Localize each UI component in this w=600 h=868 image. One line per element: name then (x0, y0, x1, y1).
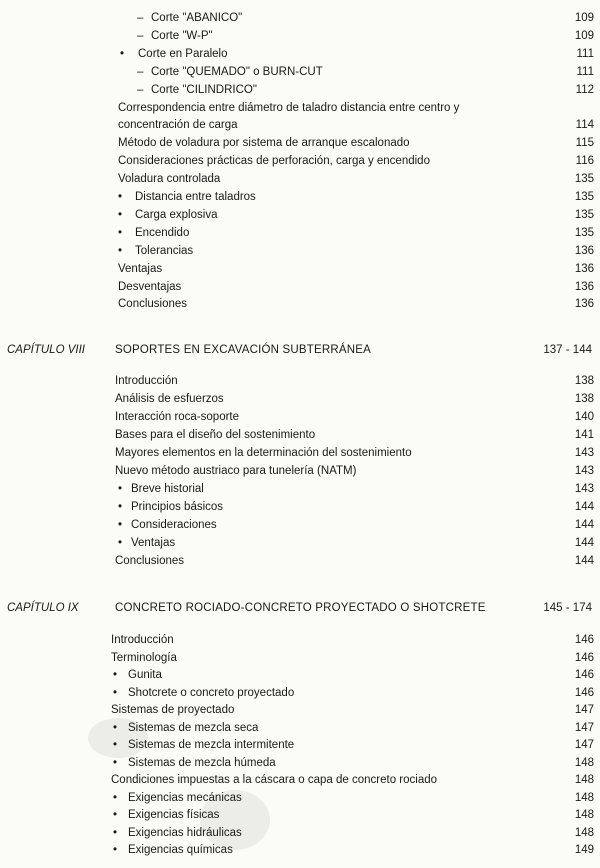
toc-entry-page: 111 (576, 65, 594, 78)
toc-entry-page: 146 (574, 651, 594, 664)
toc-entry-page: 109 (574, 29, 594, 42)
toc-entry-title: Nuevo método austriaco para tunelería (NATM) (115, 465, 357, 477)
toc-entry-title: Bases para el diseño del sostenimiento (115, 429, 316, 441)
toc-entry-title: Tolerancias (135, 244, 194, 257)
toc-entry-page: 136 (574, 280, 594, 293)
bullet-icon: • (118, 483, 123, 495)
toc-entry-page: 136 (574, 262, 594, 275)
toc-entry (0, 684, 600, 702)
toc-entry (0, 824, 600, 842)
toc-entry-page: 141 (574, 429, 594, 441)
toc-entry-title: Sistemas de proyectado (111, 704, 235, 716)
toc-entry (0, 278, 600, 296)
toc-entry-title: Corte "CILINDRICO" (151, 83, 257, 96)
toc-entry-page: 114 (575, 119, 594, 132)
toc-entry (0, 81, 600, 99)
toc-entry (0, 134, 600, 152)
toc-entry-title: Sistemas de mezcla intermitente (128, 739, 295, 751)
toc-entry (0, 63, 600, 81)
dash-icon: – (137, 83, 144, 96)
chapter-title: CONCRETO ROCIADO-CONCRETO PROYECTADO O SHOTCRETE (115, 602, 486, 614)
toc-entry-title: concentración de carga (118, 119, 238, 132)
toc-entry (0, 116, 600, 134)
toc-entry (0, 224, 600, 242)
toc-entry (0, 736, 600, 754)
toc-entry-title: Mayores elementos en la determinación del sostenimiento (115, 447, 412, 459)
toc-entry (0, 534, 600, 552)
toc-entry (0, 45, 600, 63)
toc-entry-page: 135 (574, 226, 594, 239)
chapter-label: CAPÍTULO IX (7, 602, 79, 614)
toc-entry-page: 144 (574, 537, 594, 549)
toc-entry-page: 143 (574, 447, 594, 459)
toc-entry-page: 146 (574, 686, 594, 699)
bullet-icon: • (118, 501, 123, 513)
toc-entry (0, 771, 600, 789)
toc-entry-title: Desventajas (118, 280, 182, 293)
toc-entry (0, 841, 600, 859)
toc-entry (0, 295, 600, 313)
toc-entry (0, 27, 600, 45)
toc-entry (0, 701, 600, 719)
toc-entry-title: Corte en Paralelo (138, 47, 228, 60)
toc-entry-page: 116 (575, 155, 594, 168)
chapter-viii-heading (0, 340, 600, 360)
toc-entry-page: 135 (574, 208, 594, 221)
toc-entry (0, 480, 600, 498)
toc-entry (0, 498, 600, 516)
toc-entry-page: 136 (574, 298, 594, 311)
toc-entry-title: Gunita (128, 669, 162, 681)
toc-entry (0, 408, 600, 426)
toc-entry-page: 136 (574, 244, 594, 257)
toc-entry-title: Introducción (111, 634, 174, 646)
toc-entry (0, 99, 600, 117)
toc-entry-title: Principios básicos (131, 501, 224, 513)
toc-entry-page: 146 (574, 634, 594, 646)
toc-entry-page: 146 (574, 669, 594, 681)
toc-entry-title: Sistemas de mezcla húmeda (128, 756, 276, 769)
bullet-icon: • (113, 669, 118, 681)
chapter-ix-heading (0, 598, 600, 618)
toc-entry-title: Corte "ABANICO" (151, 12, 243, 24)
toc-entry-title: Distancia entre taladros (135, 191, 256, 203)
bullet-icon: • (113, 739, 118, 751)
toc-entry-title: Encendido (135, 226, 190, 239)
toc-entry-title: Breve historial (131, 483, 204, 495)
bullet-icon: • (113, 721, 118, 734)
toc-entry (0, 666, 600, 684)
toc-entry-page: 115 (575, 137, 594, 150)
toc-entry-page: 140 (574, 411, 594, 423)
toc-entry (0, 444, 600, 462)
toc-entry-page: 148 (574, 756, 594, 769)
toc-entry-title: Conclusiones (115, 555, 185, 567)
toc-entry-page: 149 (574, 844, 594, 856)
toc-entry-title: Consideraciones prácticas de perforación, carga y encendido (118, 155, 430, 168)
toc-entry (0, 170, 600, 188)
toc-entry (0, 9, 600, 27)
toc-entry-title: Exigencias mecánicas (128, 791, 242, 804)
bullet-icon: • (113, 844, 118, 856)
toc-entry-title: Consideraciones (131, 519, 217, 531)
toc-entry (0, 390, 600, 408)
chapter-page-range: 137 - 144 (543, 344, 592, 356)
toc-entry-page: 135 (574, 173, 594, 186)
chapter-page-range: 145 - 174 (543, 602, 592, 614)
toc-entry-title: Ventajas (118, 262, 163, 275)
toc-entry-page: 148 (574, 826, 594, 839)
toc-entry (0, 188, 600, 206)
toc-entry-title: Condiciones impuestas a la cáscara o capa de concreto rociado (111, 774, 438, 786)
bullet-icon: • (118, 226, 123, 239)
bullet-icon: • (118, 537, 123, 549)
toc-entry-title: Corte "QUEMADO" o BURN-CUT (151, 65, 323, 78)
toc-entry (0, 260, 600, 278)
toc-entry (0, 242, 600, 260)
chapter-title: SOPORTES EN EXCAVACIÓN SUBTERRÁNEA (115, 344, 372, 356)
toc-entry-page: 148 (574, 791, 594, 804)
toc-entry-title: Exigencias físicas (128, 809, 220, 821)
toc-entry (0, 631, 600, 649)
toc-entry-page: 147 (574, 704, 594, 716)
toc-entry-page: 143 (574, 483, 594, 495)
bullet-icon: • (113, 756, 118, 769)
toc-entry (0, 552, 600, 570)
toc-entry-title: Exigencias químicas (128, 844, 233, 856)
bullet-icon: • (113, 686, 118, 699)
bullet-icon: • (113, 809, 118, 821)
toc-entry-page: 135 (574, 191, 594, 203)
toc-entry (0, 754, 600, 772)
toc-entry-page: 148 (574, 809, 594, 821)
toc-entry (0, 649, 600, 667)
toc-entry-title: Carga explosiva (135, 208, 218, 221)
bullet-icon: • (118, 208, 123, 221)
toc-entry-title: Terminología (111, 651, 177, 664)
toc-entry (0, 152, 600, 170)
bullet-icon: • (118, 519, 123, 531)
toc-entry-title: Conclusiones (118, 298, 188, 311)
toc-entry-page: 147 (574, 739, 594, 751)
toc-entry-title: Exigencias hidráulicas (128, 826, 242, 839)
toc-entry (0, 789, 600, 807)
toc-entry (0, 516, 600, 534)
bullet-icon: • (120, 47, 125, 60)
toc-entry-title: Introducción (115, 375, 178, 387)
toc-entry-title: Correspondencia entre diámetro de taladro distancia entre centro y (118, 101, 460, 114)
dash-icon: – (137, 29, 144, 42)
toc-entry (0, 719, 600, 737)
bullet-icon: • (118, 191, 123, 203)
bullet-icon: • (113, 826, 118, 839)
toc-entry-page: 109 (574, 12, 594, 24)
toc-entry-page: 144 (574, 555, 594, 567)
toc-entry (0, 372, 600, 390)
toc-entry-title: Análisis de esfuerzos (115, 393, 224, 405)
chapter-label: CAPÍTULO VIII (7, 344, 85, 356)
toc-entry-page: 138 (574, 375, 594, 387)
toc-entry-page: 111 (576, 47, 594, 60)
toc-entry-page: 143 (574, 465, 594, 477)
toc-entry-title: Interacción roca-soporte (115, 411, 240, 423)
toc-entry (0, 426, 600, 444)
toc-entry-page: 138 (574, 393, 594, 405)
toc-entry-title: Corte "W-P" (151, 29, 213, 42)
toc-entry-title: Voladura controlada (118, 173, 221, 186)
toc-entry-page: 148 (574, 774, 594, 786)
toc-entry-page: 144 (574, 501, 594, 513)
toc-entry (0, 806, 600, 824)
bullet-icon: • (113, 791, 118, 804)
dash-icon: – (137, 12, 144, 24)
toc-entry-title: Sistemas de mezcla seca (128, 721, 259, 734)
toc-entry-title: Método de voladura por sistema de arranque escalonado (118, 137, 410, 150)
toc-entry (0, 462, 600, 480)
toc-entry-page: 147 (574, 721, 594, 734)
bullet-icon: • (118, 244, 123, 257)
dash-icon: – (137, 65, 144, 78)
toc-entry-title: Ventajas (131, 537, 176, 549)
toc-entry-page: 112 (575, 83, 594, 96)
toc-entry-title: Shotcrete o concreto proyectado (128, 686, 295, 699)
toc-entry-page: 144 (574, 519, 594, 531)
toc-entry (0, 206, 600, 224)
